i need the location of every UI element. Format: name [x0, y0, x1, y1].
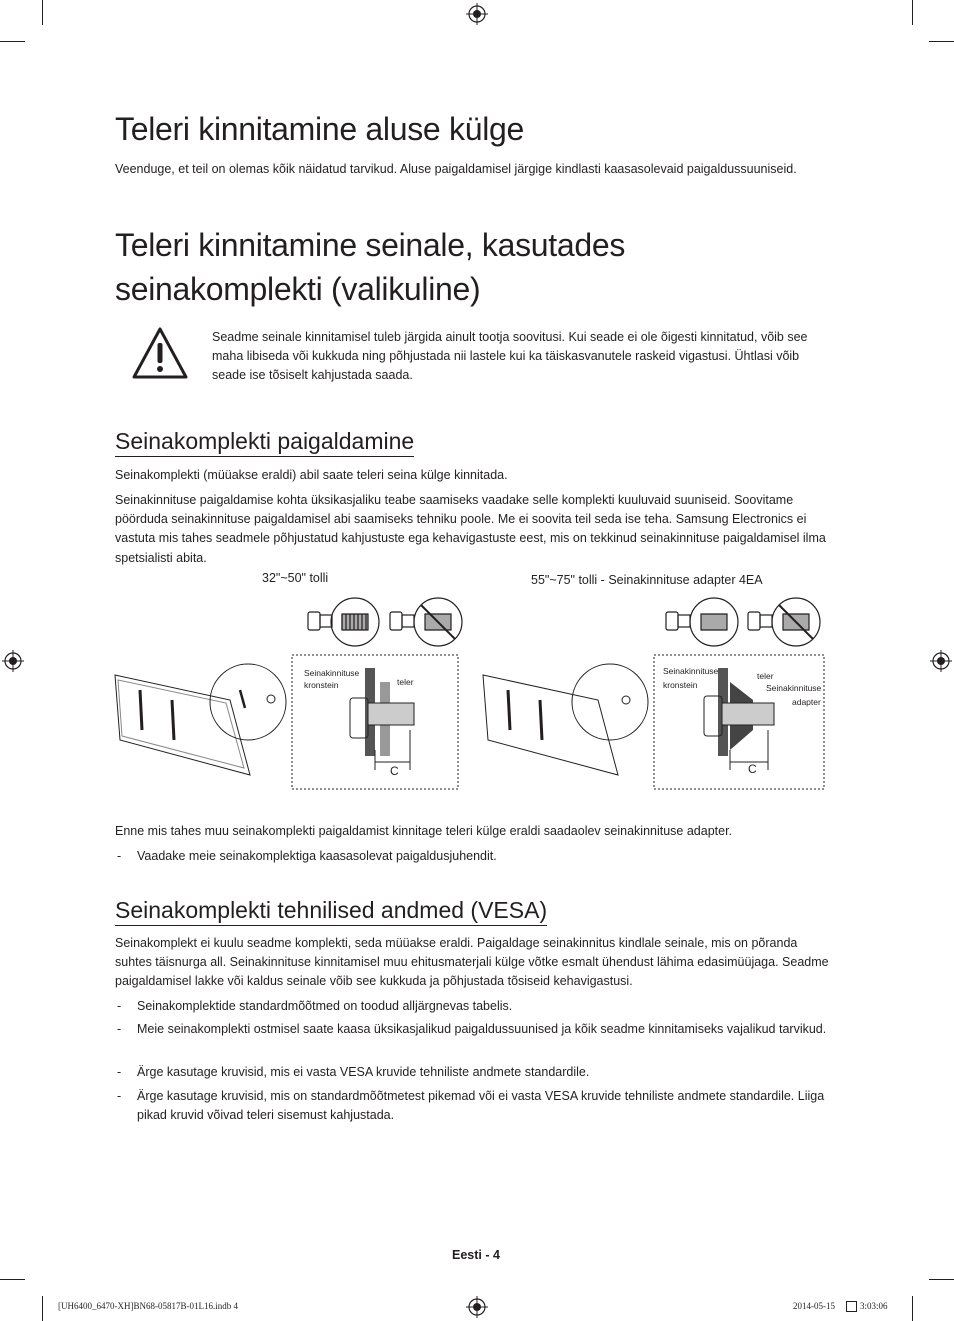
section-title-vesa: Seinakomplekti tehnilised andmed (VESA) — [115, 896, 547, 926]
crop-mark — [912, 1296, 913, 1321]
label-bracket-line2: kronstein — [663, 680, 698, 690]
label-adapter-line1: Seinakinnituse — [766, 683, 822, 693]
warning-text: Seadme seinale kinnitamisel tuleb järgida ainult tootja soovitusi. Kui seade ei ole õigesti kinnitatud, võib see maha libiseda või kukkuda ning põhjustada nii lastele kui ka täiskasvanutele raskeid vigastusi. Ühtlasi võib seade ise tõsiselt kahjustada saada. — [212, 330, 808, 383]
adapter-instruction: Enne mis tahes muu seinakomplekti paigaldamist kinnitage teleri külge eraldi saadaolev seinakinnituse adapter. — [115, 824, 733, 838]
clock-icon — [846, 1301, 857, 1312]
figure-left-title: 32"~50" tolli — [262, 571, 329, 585]
label-bracket-line2: kronstein — [304, 680, 339, 690]
figure-left-diagram — [110, 590, 470, 795]
registration-mark-icon — [466, 3, 488, 25]
stand-instructions: Veenduge, et teil on olemas kõik näidatud tarvikud. Aluse paigaldamisel järgige kindlasti kaasasolevaid paigaldussuuniseid. — [115, 162, 797, 176]
label-tv: teler — [397, 677, 414, 687]
list-item: - Ärge kasutage kruvisid, mis on standardmõõtmetest pikemad või ei vasta VESA kruvide tehniliste andmete standardile. Liiga pikad kruvid võivad teleri sisemust kahjustada. — [117, 1089, 825, 1123]
figure-right-diagram — [478, 590, 828, 795]
crop-mark — [42, 1296, 43, 1321]
label-tv: teler — [757, 671, 774, 681]
section-title-wall-line1: Teleri kinnitamine seinale, kasutades — [115, 227, 626, 263]
footer-date: 2014-05-15 — [793, 1301, 835, 1311]
crop-mark — [0, 41, 25, 42]
section-title-wallkit-install: Seinakomplekti paigaldamine — [115, 427, 414, 457]
crop-mark — [929, 1279, 954, 1280]
figure-right-title: 55"~75" tolli - Seinakinnituse adapter 4EA — [531, 573, 763, 587]
wallkit-intro: Seinakomplekti (müüakse eraldi) abil saate teleri seina külge kinnitada. — [115, 468, 508, 482]
label-adapter-line2: adapter — [792, 697, 821, 707]
footer-time: 3:03:06 — [860, 1301, 888, 1311]
section-title-wall-line2: seinakomplekti (valikuline) — [115, 271, 481, 307]
crop-mark — [912, 0, 913, 25]
vesa-description: Seinakomplekt ei kuulu seadme komplekti, seda müüakse eraldi. Paigaldage seinakinnitus kindlale seinale, mis on põranda suhtes täisnurga all. Seinakinnituse kinnitamisel muu ehitusmaterjali külge võtke esmalt ühendust lähima edasimüüjaga. Seadme paigaldamisel lakke või kaldus seinale võib see kukkuda ja põhjustada tõsiseid kehavigastusi. — [115, 936, 829, 989]
section-title-stand: Teleri kinnitamine aluse külge — [115, 111, 525, 147]
label-bracket-line1: Seinakinnituse — [304, 668, 360, 678]
crop-mark — [42, 0, 43, 25]
wall-mount-diagram-small — [110, 590, 470, 795]
registration-mark-icon — [466, 1296, 488, 1318]
label-bracket-line1: Seinakinnituse — [663, 666, 719, 676]
list-item: - Vaadake meie seinakomplektiga kaasasolevat paigaldusjuhendit. — [117, 849, 497, 863]
list-item: - Ärge kasutage kruvisid, mis ei vasta VESA kruvide tehniliste andmete standardile. — [117, 1065, 590, 1079]
wallkit-details: Seinakinnituse paigaldamise kohta üksikasjaliku teabe saamiseks vaadake selle komplekti kuuluvaid suuniseid. Soovitame pöörduda seinakinnituse paigaldamisel abi saamiseks tehniku poole. Me ei soovita teil seda ise teha. Samsung Electronics ei vastuta mis tahes seadmele põhjustatud kahjustuste ega kehavigastuste eest, mis on tekkinud seinakinnituse paigaldamisel ilma spetsialisti abita. — [115, 493, 826, 565]
crop-mark — [929, 41, 954, 42]
label-c: C — [390, 764, 399, 778]
list-item: - Meie seinakomplekti ostmisel saate kaasa üksikasjalikud paigaldussuunised ja kõik seadme kinnitamiseks vajalikud tarvikud. — [117, 1022, 827, 1036]
registration-mark-icon — [2, 650, 24, 672]
page-number: Eesti - 4 — [452, 1248, 500, 1262]
caution-triangle-icon — [131, 326, 189, 380]
list-item: - Seinakomplektide standardmõõtmed on toodud alljärgnevas tabelis. — [117, 999, 513, 1013]
crop-mark — [0, 1279, 25, 1280]
label-c: C — [748, 762, 757, 776]
footer-filename: [UH6400_6470-XH]BN68-05817B-01L16.indb 4 — [58, 1301, 238, 1311]
registration-mark-icon — [930, 650, 952, 672]
